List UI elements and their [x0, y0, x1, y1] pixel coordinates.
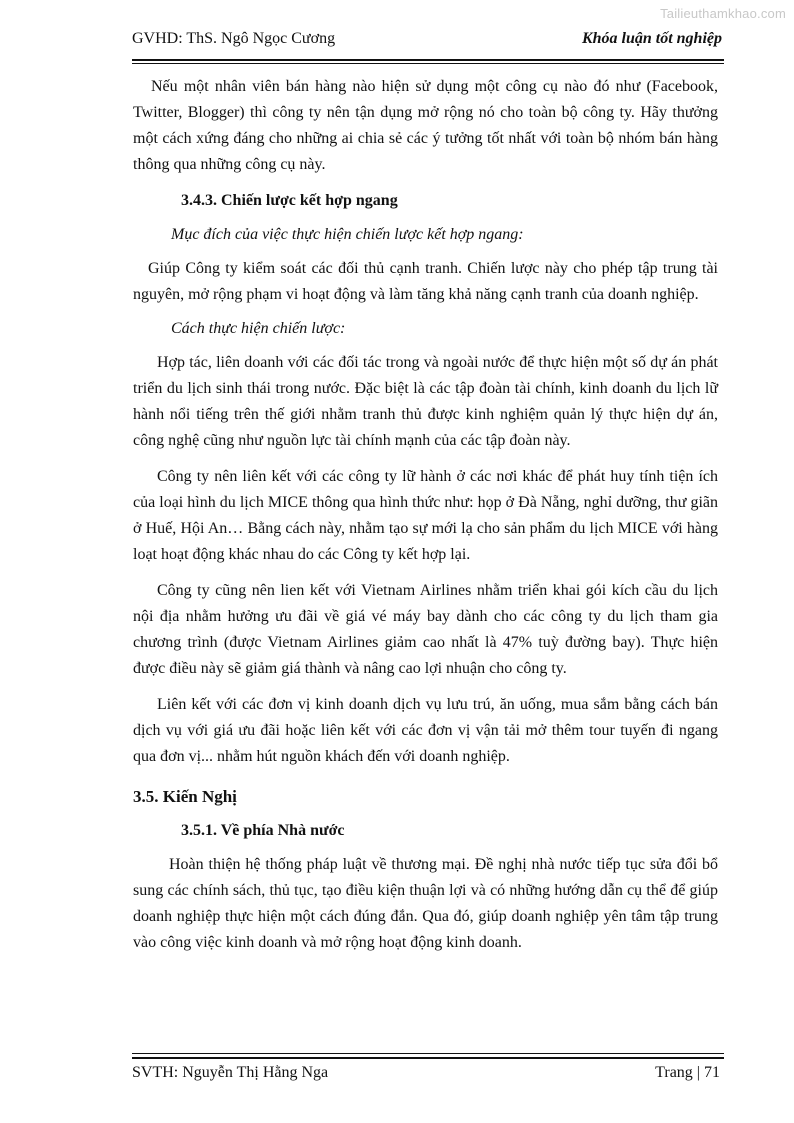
- paragraph-vietnam-airlines: Công ty cũng nên lien kết với Vietnam Airlines nhằm triển khai gói kích cầu du lịch nội địa nhằm hưởng ưu đãi về giá vé máy bay dành cho các công ty du lịch tham gia chương trình (được Vietnam Airlines giảm cao nhất là 47% tuỳ đường bay). Thực hiện được điều này sẽ giảm giá thành và nâng cao lợi nhuận cho công ty.: [133, 582, 718, 677]
- footer-rule-thin: [132, 1053, 724, 1054]
- paragraph-mice: Công ty nên liên kết với các công ty lữ hành ở các nơi khác để phát huy tính tiện ích của loại hình du lịch MICE thông qua hình thức như: họp ở Đà Nẵng, nghỉ dưỡng, thư giãn ở Huế, Hội An… Bằng cách này, nhằm tạo sự mới lạ cho sản phẩm du lịch MICE với hàng loạt hoạt động khác nhau do các Công ty kết hợp lại.: [133, 468, 718, 563]
- paragraph-partners: Liên kết với các đơn vị kinh doanh dịch vụ lưu trú, ăn uống, mua sắm bằng cách bán dịch vụ với giá ưu đãi hoặc liên kết với các đơn vị vận tải mở thêm tour tuyến đi ngang qua đơn vị... nhằm hút nguồn khách đến với doanh nghiệp.: [133, 696, 718, 765]
- heading-3-5: 3.5. Kiến Nghị: [133, 787, 237, 806]
- label-method: Cách thực hiện chiến lược:: [171, 320, 346, 337]
- label-purpose: Mục đích của việc thực hiện chiến lược kết hợp ngang:: [171, 226, 524, 243]
- page-number: Trang | 71: [655, 1064, 720, 1081]
- heading-3-5-1: 3.5.1. Về phía Nhà nước: [181, 822, 345, 839]
- header-rule-thin: [132, 63, 724, 64]
- page-body: [133, 74, 718, 956]
- footer-student: SVTH: Nguyễn Thị Hằng Nga: [132, 1064, 329, 1081]
- header-advisor: GVHD: ThS. Ngô Ngọc Cương: [132, 30, 336, 47]
- header-title: Khóa luận tốt nghiệp: [581, 30, 722, 47]
- header-rule-thick: [132, 59, 724, 61]
- page-header: [132, 30, 722, 56]
- footer-rule-thick: [132, 1057, 724, 1059]
- paragraph-social-tools: Nếu một nhân viên bán hàng nào hiện sử dụng một công cụ nào đó như (Facebook, Twitter, Blogger) thì công ty nên tận dụng mở rộng nó cho toàn bộ công ty. Hãy thưởng một cách xứng đáng cho những ai chia sẻ các ý tưởng tốt nhất với toàn bộ nhóm bán hàng thông qua những công cụ này.: [133, 78, 718, 173]
- paragraph-joint-venture: Hợp tác, liên doanh với các đối tác trong và ngoài nước để thực hiện một số dự án phát triển du lịch sinh thái trong nước. Đặc biệt là các tập đoàn tài chính, kinh doanh du lịch lữ hành nổi tiếng trên thế giới nhằm tranh thủ được kinh nghiệm quản lý thực hiện dự án, công nghệ cũng như nguồn lực tài chính mạnh của các tập đoàn này.: [133, 354, 718, 449]
- paragraph-state: Hoàn thiện hệ thống pháp luật về thương mại. Đề nghị nhà nước tiếp tục sửa đổi bổ sung các chính sách, thủ tục, tạo điều kiện thuận lợi và có những hướng dẫn cụ thể để giúp doanh nghiệp thực hiện một cách đúng đắn. Qua đó, giúp doanh nghiệp yên tâm tập trung vào công việc kinh doanh và mở rộng hoạt động kinh doanh.: [133, 856, 718, 951]
- paragraph-purpose: Giúp Công ty kiểm soát các đối thủ cạnh tranh. Chiến lược này cho phép tập trung tài nguyên, mở rộng phạm vi hoạt động và làm tăng khả năng cạnh tranh của doanh nghiệp.: [133, 260, 718, 303]
- heading-3-4-3: 3.4.3. Chiến lược kết hợp ngang: [181, 192, 398, 209]
- watermark: Tailieuthamkhao.com: [660, 6, 786, 21]
